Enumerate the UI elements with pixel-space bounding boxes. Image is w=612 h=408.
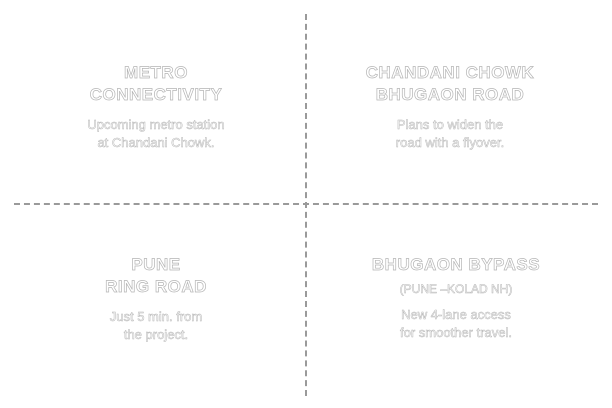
panel-title-line: RING ROAD [105,277,207,296]
panel-pune-ring-road [6,254,306,344]
panel-metro-connectivity [6,62,306,152]
panel-description-line: road with a flyover. [395,135,505,150]
panel-description-line: the project. [123,327,189,342]
horizontal-divider [14,203,598,205]
panel-title-line: METRO [124,63,188,82]
panel-description-line: at Chandani Chowk. [97,135,215,150]
panel-title-line: CONNECTIVITY [89,85,223,104]
panel-title-line: CHANDANI CHOWK [365,63,535,82]
panel-description-line: Plans to widen the [396,117,504,132]
panel-description-line: Just 5 min. from [109,309,203,324]
panel-description-line: Upcoming metro station [87,117,225,132]
panel-bhugaon-bypass [306,254,606,342]
panel-description-line: New 4-lane access [401,307,511,322]
panel-description-line: for smoother travel. [400,325,512,340]
panel-title-line: BHUGAON BYPASS [371,255,541,274]
panel-chandani-chowk-road [300,62,600,152]
panel-title-line: PUNE [131,255,181,274]
panel-subtitle: (PUNE –KOLAD NH) [399,282,513,296]
panel-description [300,116,600,152]
panel-description [6,116,306,152]
panel-description [6,308,306,344]
panel-title-line: BHUGAON ROAD [375,85,525,104]
panel-description [306,306,606,342]
